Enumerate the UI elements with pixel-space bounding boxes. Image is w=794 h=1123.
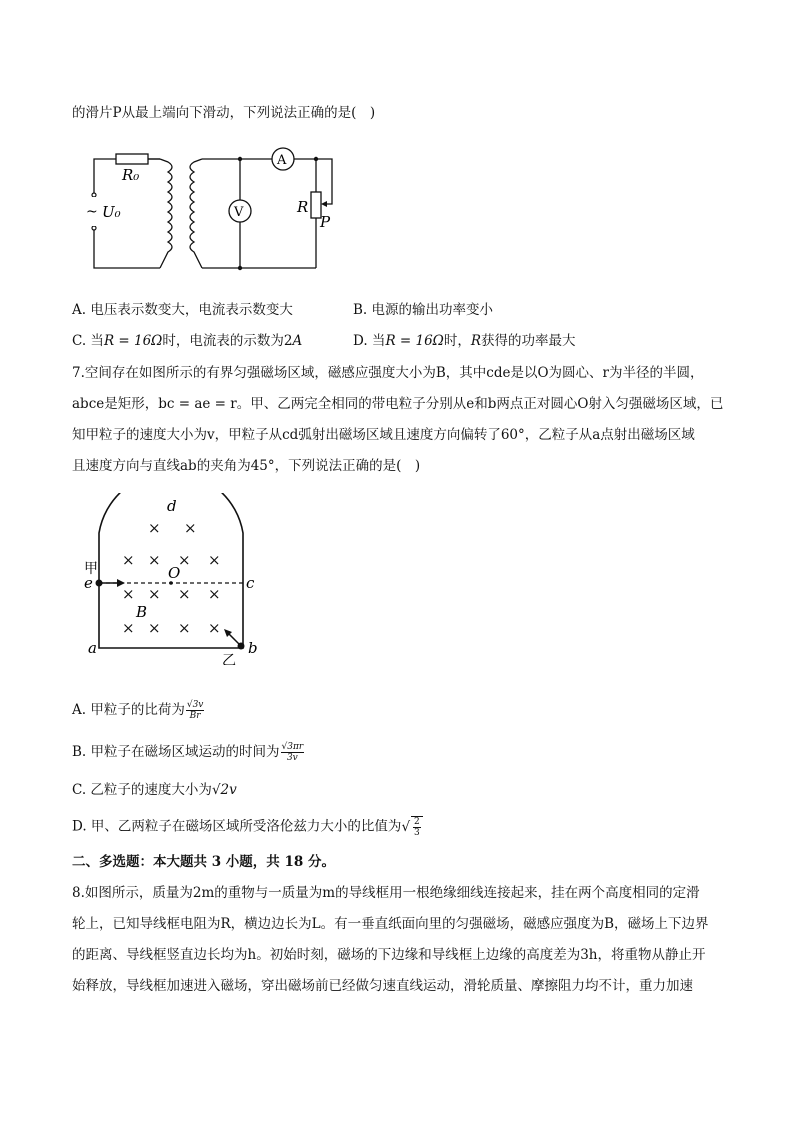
r-label: R <box>297 198 309 216</box>
label-o: O <box>168 564 181 582</box>
p-label: P <box>320 213 331 231</box>
q7-option-d: D. 甲、乙两粒子在磁场区域所受洛伦兹力大小的比值为√ $\frac{2}{3}$ <box>72 816 423 838</box>
primary-coil <box>160 159 172 268</box>
u0-label: U₀ <box>102 203 121 221</box>
label-jia: 甲 <box>84 561 98 577</box>
point-e <box>96 580 103 587</box>
svg-text:×: × <box>178 585 191 603</box>
q6-option-d: D. 当R = 16Ω时，R获得的功率最大 <box>353 333 576 349</box>
label-a: a <box>88 639 97 657</box>
ac-tilde: ~ <box>86 204 98 220</box>
transformer-circuit-diagram <box>80 140 360 280</box>
label-c: c <box>246 574 255 592</box>
q7-option-a: A. 甲粒子的比荷为 $\frac{√3v}{Br}$ <box>72 700 204 721</box>
r0-resistor <box>116 154 148 164</box>
svg-text:×: × <box>208 551 221 569</box>
label-field-b: B <box>136 603 148 621</box>
q6-intro-line: 的滑片P从最上端向下滑动，下列说法正确的是( ) <box>72 105 376 121</box>
q7-line-4: 且速度方向与直线ab的夹角为45°，下列说法正确的是( ) <box>72 458 421 474</box>
label-e: e <box>84 574 93 592</box>
svg-text:×: × <box>208 585 221 603</box>
q6-option-b: B. 电源的输出功率变小 <box>353 302 494 318</box>
q8-line-2: 轮上，已知导线框电阻为R，横边边长为L。有一垂直纸面向里的匀强磁场，磁感应强度为B，磁场上下边界 <box>72 916 709 932</box>
svg-text:×: × <box>148 551 161 569</box>
q7-option-b: B. 甲粒子在磁场区域运动的时间为 $\frac{√3\pi r}{3v}$ <box>72 742 304 763</box>
label-yi: 乙 <box>222 653 236 665</box>
q8-line-4: 始释放，导线框加速进入磁场，穿出磁场前已经做匀速直线运动，滑轮质量、摩擦阻力均不计，重力加速 <box>72 978 693 994</box>
section-heading-multiple-choice: 二、多选题：本大题共 3 小题，共 18 分。 <box>72 854 335 870</box>
magnetic-field-diagram <box>78 493 278 665</box>
svg-text:×: × <box>122 619 135 637</box>
slider-p-arrow <box>321 201 327 207</box>
ammeter-label: A <box>277 153 287 168</box>
svg-text:×: × <box>184 519 197 537</box>
q6-option-a: A. 电压表示数变大，电流表示数变大 <box>72 302 293 318</box>
svg-text:×: × <box>148 585 161 603</box>
q7-line-2: abce是矩形，bc = ae = r。甲、乙两完全相同的带电粒子分别从e和b两点正对圆心O射入匀强磁场区域，已 <box>72 396 724 412</box>
label-d: d <box>167 497 177 515</box>
label-b: b <box>248 639 258 657</box>
svg-text:×: × <box>122 585 135 603</box>
svg-text:×: × <box>148 519 161 537</box>
secondary-coil <box>190 159 202 268</box>
q6-option-c: C. 当R = 16Ω时，电流表的示数为2A <box>72 333 303 349</box>
rectangle-boundary <box>99 583 243 648</box>
q8-line-3: 的距离、导线框竖直边长均为h。初始时刻，磁场的下边缘和导线框上边缘的高度差为3h，将重物从静止开 <box>72 947 706 963</box>
r0-label: R₀ <box>122 166 140 184</box>
svg-text:×: × <box>208 619 221 637</box>
q7-option-c: C. 乙粒子的速度大小为√2v <box>72 782 237 798</box>
svg-text:×: × <box>122 551 135 569</box>
q8-line-1: 8.如图所示，质量为2m的重物与一质量为m的导线框用一根绝缘细线连接起来，挂在两个高度相同的定滑 <box>72 885 700 901</box>
q7-line-1: 7.空间存在如图所示的有界匀强磁场区域，磁感应强度大小为B，其中cde是以O为圆心、r为半径的半圆， <box>72 365 704 381</box>
voltmeter-label: V <box>234 205 244 220</box>
svg-text:×: × <box>148 619 161 637</box>
svg-text:×: × <box>178 619 191 637</box>
svg-text:×: × <box>178 551 191 569</box>
q7-line-3: 知甲粒子的速度大小为v，甲粒子从cd弧射出磁场区域且速度方向偏转了60°，乙粒子从a点射出磁场区域 <box>72 427 695 443</box>
